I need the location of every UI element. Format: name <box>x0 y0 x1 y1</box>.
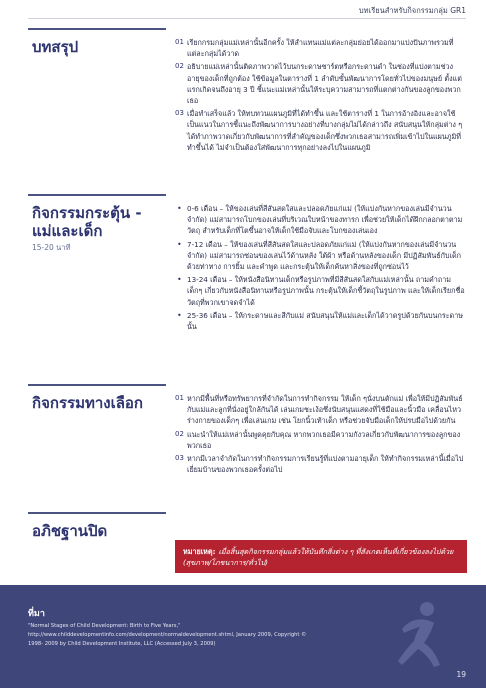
note-text: เมื่อสิ้นสุดกิจกรรมกลุ่มแล้วให้บันทึกสิ่งต่าง ๆ ที่สังเกตเห็นที่เกี่ยวข้องลงไปด้วย (สุขภาพ/โภชนาการ/ทั่วไป) <box>183 546 454 567</box>
item-text: เมื่อทำเสร็จแล้ว ให้ทบทวนแผนภูมิที่ได้ทำขึ้น และใช้ตารางที่ 1 ในการอ้างอิงและอาจใช้เป็นแนวในการชี้แนะถึงพัฒนาการบางอย่างที่บางกลุ่มไม่ได้กล่าวถึง สนับสนุนให้กลุ่มต่าง ๆได้ทำภาพวาดเกี่ยวกับพัฒนาการที่สำคัญของเด็กซึ่งพวกเธอสามารถเพิ่มเข้าไปในแผนภูมิที่ทำขึ้นได้ ไม่จำเป็นต้องใส่พัฒนาการทุกอย่างลงไปในแผนภูมิ <box>187 109 463 152</box>
item-text: อธิบายแม่เหล่านั้นติดภาพวาดไว้บนกระดาษชาร์ตหรือกระดานดำ ในช่องที่แบ่งตามช่วงอายุของเด็กที่ถูกต้อง ใช้ข้อมูลในตารางที่ 1 ลำดับขั้นพัฒนาการโดยทั่วไปของมนุษย์ ตั้งแต่แรกเกิดจนถึงอายุ 3 ปี ชี้แนะแม่เหล่านั้นให้ระบุความสามารถที่แตกต่างกันของลูกของพวกเธอ <box>187 62 462 106</box>
bullet-icon: • <box>177 239 182 249</box>
list-item <box>175 429 465 451</box>
stimulation-list <box>175 203 465 334</box>
item-text: 0-6 เดือน – ให้ของเล่นที่สีสันสดใสและปลอดภัยแก่แม่ (ให้แบ่งกันหากของเล่นมีจำนวนจำกัด) แม่สามารถโบกของเล่นที่บริเวณใบหน้าของทารก เพื่อช่วยให้เด็กได้ฝึกกลอกตาตามวัตถุ สำหรับเด็กที่โตขึ้นอาจให้เด็กใช้มือจับและโบกของเล่นเอง <box>187 204 463 236</box>
source-title: ที่มา <box>28 609 45 619</box>
list-item <box>175 393 465 427</box>
options-divider <box>28 384 166 386</box>
list-item <box>175 203 465 237</box>
options-list <box>175 393 465 477</box>
note-box <box>175 540 467 573</box>
summary-divider <box>28 28 166 30</box>
footer <box>0 585 486 688</box>
item-number: 01 <box>175 394 184 402</box>
discussion-title: อภิชฐานปิด <box>32 522 108 540</box>
item-number: 01 <box>175 38 184 46</box>
running-figure-icon <box>394 599 446 673</box>
item-number: 02 <box>175 429 184 438</box>
discussion-divider <box>28 512 166 514</box>
item-text: แนะนำให้แม่เหล่านั้นพูดคุยกับคุณ หากพวกเธอมีความกังวลเกี่ยวกับพัฒนาการของลูกของพวกเธอ <box>187 429 461 450</box>
item-number: 03 <box>175 454 184 463</box>
item-text: 7-12 เดือน – ให้ของเล่นที่สีสันสดใสและปลอดภัยแก่แม่ (ให้แบ่งกันหากของเล่นมีจำนวนจำกัด) แม่สามารถซ่อนของเล่นไว้ด้านหลัง ใต้ผ้า หรือด้านหลังของเด็ก มีปฏิสัมพันธ์กับเด็กด้วยท่าทาง การยิ้ม และคำพูด และกระตุ้นให้เด็กค้นหาสิ่งของที่ถูกซ่อนไว้ <box>187 239 462 272</box>
stimulation-divider <box>28 194 166 196</box>
item-text: 13-24 เดือน – ให้หนังสือนิทานเด็กหรือรูปภาพที่มีสีสันสดใสกับแม่เหล่านั้น ถามคำถามเด็กๆ เกี่ยวกับหนังสือนิทานหรือรูปภาพนั้น กระตุ้นให้เด็กชี้วัตถุในรูปภาพ และให้เด็กเรียกชื่อวัตถุที่พวกเขาจดจำได้ <box>187 275 465 307</box>
list-item <box>175 239 465 273</box>
list-item <box>175 310 465 332</box>
list-item <box>175 274 465 308</box>
stimulation-duration: 15-20 นาที <box>32 243 71 252</box>
source-line: 1998- 2009 by Child Development Institute, LLC (Accessed July 3, 2009) <box>28 641 216 647</box>
list-item <box>175 108 465 153</box>
list-item <box>175 453 465 475</box>
item-text: เรียกกรมกลุ่มแม่เหล่านั้นอีกครั้ง ให้สำแทนแม่แต่ละกลุ่มย่อยได้ออกมาแบ่งปันภาพรวมที่แต่ละกลุ่มได้วาด <box>187 38 454 59</box>
source-line: "Normal Stages of Child Development: Birth to Five Years," <box>28 623 181 629</box>
item-number: 03 <box>175 109 184 118</box>
list-item <box>175 61 465 106</box>
bullet-icon: • <box>177 204 182 213</box>
summary-list <box>175 37 465 155</box>
header-divider <box>28 18 466 19</box>
options-title: กิจกรรมทางเลือก <box>32 394 143 412</box>
bullet-icon: • <box>177 275 182 285</box>
header-title: บทเรียนสำหรับกิจกรรมกลุ่ม GR1 <box>358 6 466 15</box>
source-line: http://www.childdevelopmentinfo.com/development/normaldevelopment.shtml, January 2009, Copyright © <box>28 632 307 638</box>
item-text: 25-36 เดือน – ให้กระดาษและสีกับแม่ สนับสนุนให้แม่และเด็กได้วาดรูปด้วยกันบนกระดาษนั้น <box>187 310 463 332</box>
summary-title: บทสรุป <box>32 38 79 56</box>
stimulation-title-line2: แม่และเด็ก <box>32 222 103 240</box>
item-text: หากมีพื้นที่หรือทรัพยากรที่จำกัดในการทำกิจกรรม ให้เด็ก ๆนั่งบนตักแม่ เพื่อให้มีปฏิสัมพันธ์กับแม่และลูกที่นั่งอยู่ใกล้กันได้ เล่นเกมชะเง้อซึ่งนับสนุนแสดงที่ใช้มือและนิ้วมือ เคลื่อนไหวร่างกายของเด็กๆ เพื่อเล่นเกม เช่น โยกนิ้วเท้าเด็ก หรือช่วยจับมือเด็กให้ปรบมือไปด้วยกัน <box>187 394 463 426</box>
stimulation-title-line1: กิจกรรมกระตุ้น - <box>32 204 142 222</box>
page-number: 19 <box>456 670 466 679</box>
item-number: 02 <box>175 62 184 71</box>
item-text: หากมีเวลาจำกัดในการทำกิจกรรมการเรียนรู้ที่แบ่งตามอายุเด็ก ให้ทำกิจกรรมเหล่านี้เมื่อไปเยี่ยมบ้านของพวกเธอครั้งต่อไป <box>187 454 464 475</box>
bullet-icon: • <box>177 310 182 320</box>
list-item <box>175 37 465 59</box>
note-label: หมายเหตุ: <box>183 546 216 556</box>
